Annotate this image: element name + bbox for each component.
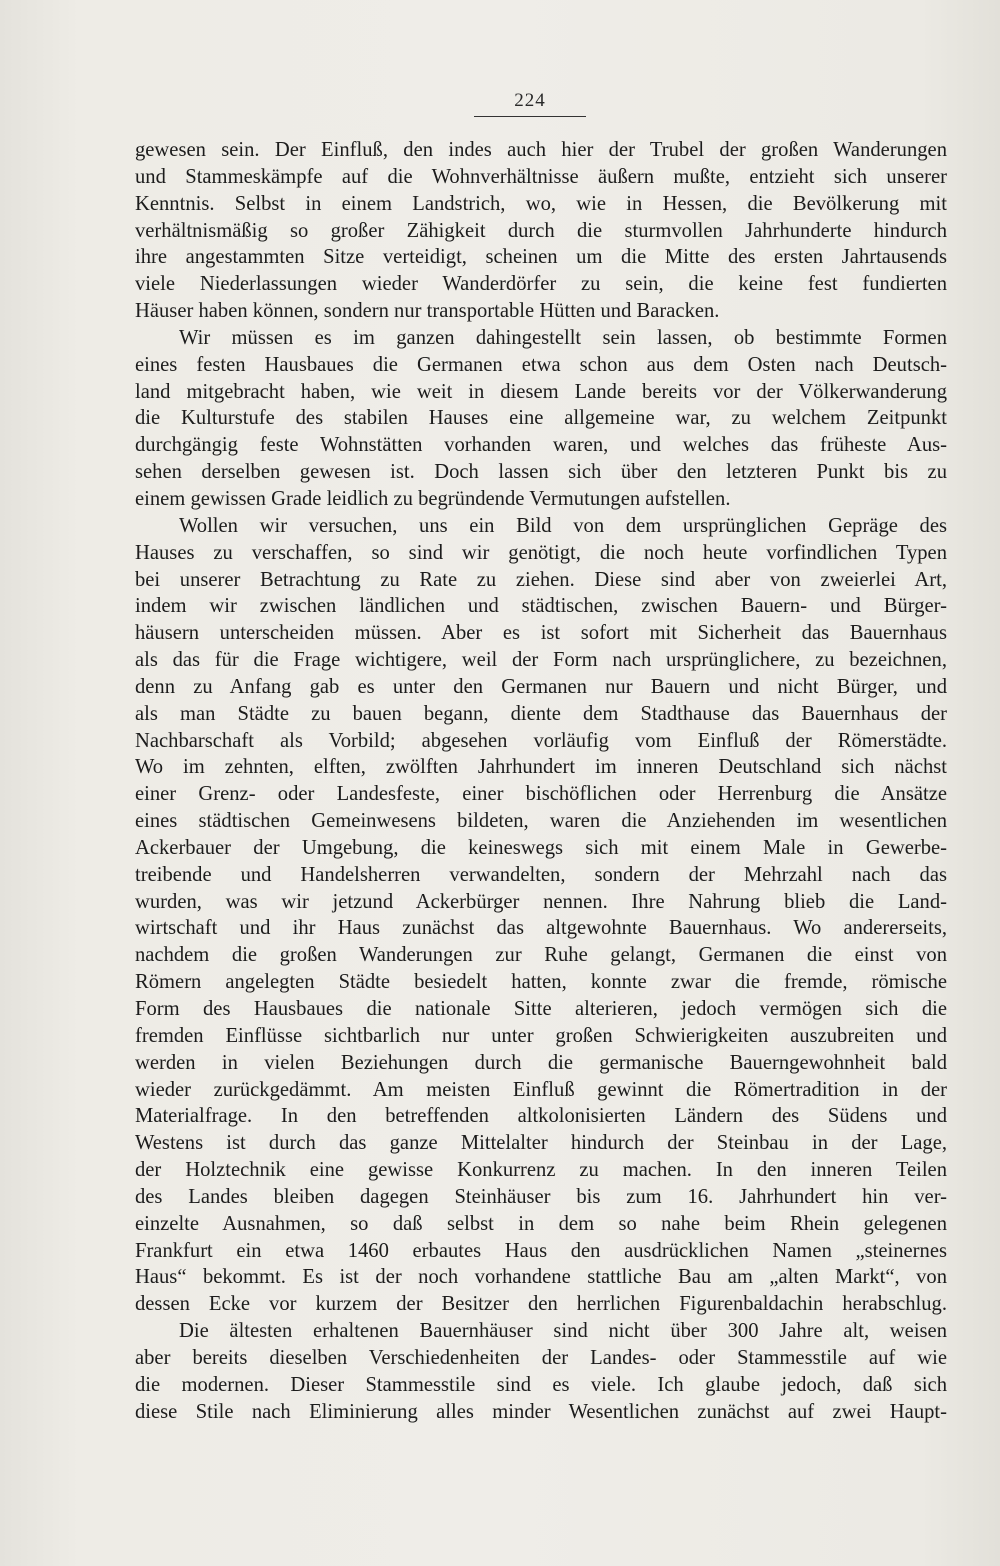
text-line: fremden Einflüsse sichtbarlich nur unter großen Schwierigkeiten auszubreiten und <box>135 1024 947 1047</box>
text-line: Die ältesten erhaltenen Bauernhäuser sind nicht über 300 Jahre alt, weisen <box>179 1320 947 1343</box>
text-line: und Stammeskämpfe auf die Wohnverhältnisse äußern mußte, entzieht sich unserer <box>135 165 947 188</box>
text-line: einzelte Ausnahmen, so daß selbst in dem so nahe beim Rhein gelegenen <box>135 1212 947 1235</box>
text-line: wurden, was wir jetzund Ackerbürger nennen. Ihre Nahrung blieb die Land- <box>135 890 947 913</box>
text-line: Haus“ bekommt. Es ist der noch vorhandene stattliche Bau am „alten Markt“, von <box>135 1266 947 1289</box>
text-line: häusern unterscheiden müssen. Aber es ist sofort mit Sicherheit das Bauernhaus <box>135 622 947 645</box>
text-line: diese Stile nach Eliminierung alles minder Wesentlichen zunächst auf zwei Haupt- <box>135 1400 947 1423</box>
text-line: eines städtischen Gemeinwesens bildeten, waren die Anziehenden im wesentlichen <box>135 810 947 833</box>
text-line: einem gewissen Grade leidlich zu begründende Vermutungen aufstellen. <box>135 487 731 510</box>
text-line: sehen derselben gewesen ist. Doch lassen sich über den letzteren Punkt bis zu <box>135 461 947 484</box>
header-rule <box>474 116 586 117</box>
text-line: treibende und Handelsherren verwandelten, sondern der Mehrzahl nach das <box>135 863 947 886</box>
text-line: werden in vielen Beziehungen durch die germanische Bauerngewohnheit bald <box>135 1051 947 1074</box>
text-line: Materialfrage. In den betreffenden altkolonisierten Ländern des Südens und <box>135 1105 947 1128</box>
text-line: nachdem die großen Wanderungen zur Ruhe gelangt, Germanen die einst von <box>135 944 947 967</box>
page-number: 224 <box>514 90 546 111</box>
text-line: Ackerbauer der Umgebung, die keineswegs sich mit einem Male in Gewerbe- <box>135 836 947 859</box>
text-line: gewesen sein. Der Einfluß, den indes auch hier der Trubel der großen Wanderungen <box>135 139 947 161</box>
body-text <box>135 137 947 1426</box>
text-line: Wo im zehnten, elften, zwölften Jahrhundert im inneren Deutschland sich nächst <box>135 756 947 779</box>
text-line: einer Grenz- oder Landesfeste, einer bischöflichen oder Herrenburg die Ansätze <box>135 783 947 806</box>
text-line: wirtschaft und ihr Haus zunächst das altgewohnte Bauernhaus. Wo andererseits, <box>135 917 947 940</box>
text-line: denn zu Anfang gab es unter den Germanen nur Bauern und nicht Bürger, und <box>135 675 947 698</box>
text-line: indem wir zwischen ländlichen und städtischen, zwischen Bauern- und Bürger- <box>135 595 947 618</box>
text-line: Nachbarschaft als Vorbild; abgesehen vorläufig vom Einfluß der Römerstädte. <box>135 729 947 752</box>
text-line: Römern angelegten Städte besiedelt hatten, konnte zwar die fremde, römische <box>135 971 947 994</box>
text-line: dessen Ecke vor kurzem der Besitzer den herrlichen Figurenbaldachin herabschlug. <box>135 1293 947 1316</box>
text-line: als man Städte zu bauen begann, diente dem Stadthause das Bauernhaus der <box>135 702 947 725</box>
text-line: Westens ist durch das ganze Mittelalter hindurch der Steinbau in der Lage, <box>135 1132 947 1155</box>
text-line: viele Niederlassungen wieder Wanderdörfer zu sein, die keine fest fundierten <box>135 273 947 296</box>
text-line: Häuser haben können, sondern nur transportable Hütten und Baracken. <box>135 300 720 323</box>
text-line: Form des Hausbaues die nationale Sitte alterieren, jedoch vermögen sich die <box>135 998 947 1020</box>
text-line: ihre angestammten Sitze verteidigt, scheinen um die Mitte des ersten Jahrtausends <box>135 246 947 269</box>
text-line: verhältnismäßig so großer Zähigkeit durch die sturmvollen Jahrhunderte hindurch <box>135 219 947 242</box>
text-line: Hauses zu verschaffen, so sind wir genötigt, die noch heute vorfindlichen Typen <box>135 541 947 564</box>
text-line: Frankfurt ein etwa 1460 erbautes Haus den ausdrücklichen Namen „steinernes <box>135 1239 947 1262</box>
text-line: bei unserer Betrachtung zu Rate zu ziehen. Diese sind aber von zweierlei Art, <box>135 568 947 591</box>
text-line: Wollen wir versuchen, uns ein Bild von dem ursprünglichen Gepräge des <box>179 514 947 537</box>
text-line: als das für die Frage wichtigere, weil der Form nach ursprünglichere, zu bezeichnen, <box>135 649 947 672</box>
page-header <box>470 88 590 117</box>
text-line: land mitgebracht haben, wie weit in diesem Lande bereits vor der Völkerwanderung <box>135 380 947 403</box>
text-line: aber bereits dieselben Verschiedenheiten der Landes- oder Stammesstile auf wie <box>135 1346 947 1369</box>
text-line: der Holztechnik eine gewisse Konkurrenz zu machen. In den inneren Teilen <box>135 1159 947 1182</box>
text-line: die modernen. Dieser Stammesstile sind es viele. Ich glaube jedoch, daß sich <box>135 1373 947 1396</box>
text-line: die Kulturstufe des stabilen Hauses eine allgemeine war, zu welchem Zeitpunkt <box>135 407 947 430</box>
text-line: Wir müssen es im ganzen dahingestellt sein lassen, ob bestimmte Formen <box>179 326 947 349</box>
text-line: des Landes bleiben dagegen Steinhäuser bis zum 16. Jahrhundert hin ver- <box>135 1185 947 1208</box>
text-line: durchgängig feste Wohnstätten vorhanden waren, und welches das früheste Aus- <box>135 434 947 457</box>
text-line: Kenntnis. Selbst in einem Landstrich, wo, wie in Hessen, die Bevölkerung mit <box>135 192 947 215</box>
text-line: wieder zurückgedämmt. Am meisten Einfluß gewinnt die Römertradition in der <box>135 1078 947 1101</box>
text-line: eines festen Hausbaues die Germanen etwa schon aus dem Osten nach Deutsch- <box>135 353 947 376</box>
